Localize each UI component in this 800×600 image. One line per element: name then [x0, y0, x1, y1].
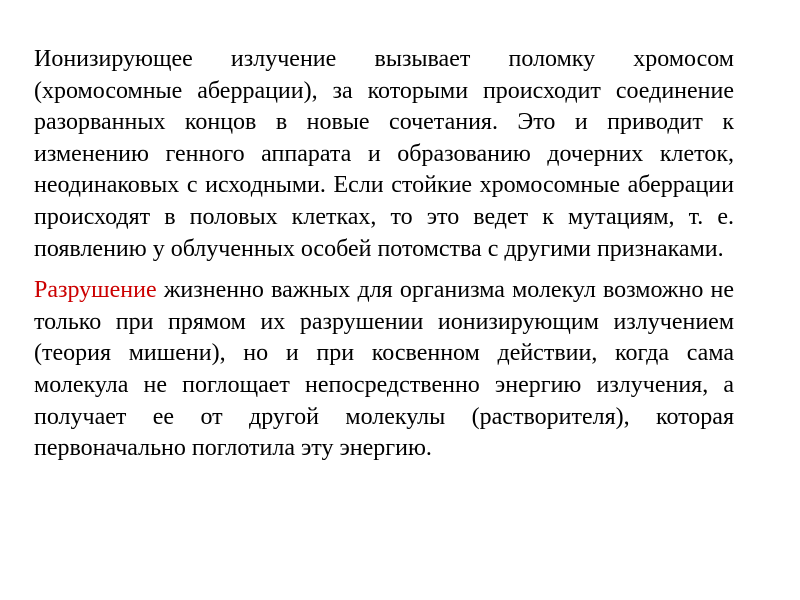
paragraph-chromosome-aberrations: Ионизирующее излучение вызывает поломку хромосом (хромосомные аберрации), за которыми происходит соединение разорванных концов в новые сочетания. Это и приводит к изменению генного аппарата и образованию дочерних клеток, неодинаковых с исходными. Если стойкие хромосомные аберрации происходят в половых клетках, то это ведет к мутациям, т. е. появлению у облученных особей потомства с другими признаками.	[34, 46, 734, 262]
highlight-word: Разрушение	[34, 277, 157, 304]
paragraph-body-text: жизненно важных для организма молекул возможно не только при прямом их разрушении ионизирующим излучением (теория мишени), но и при косвенном действии, когда сама молекула не поглощает непосредственно энергию излучения, а получает ее от другой молекулы (растворителя), которая первоначально поглотила эту энергию.	[34, 277, 734, 462]
paragraph-molecule-destruction	[34, 275, 734, 465]
